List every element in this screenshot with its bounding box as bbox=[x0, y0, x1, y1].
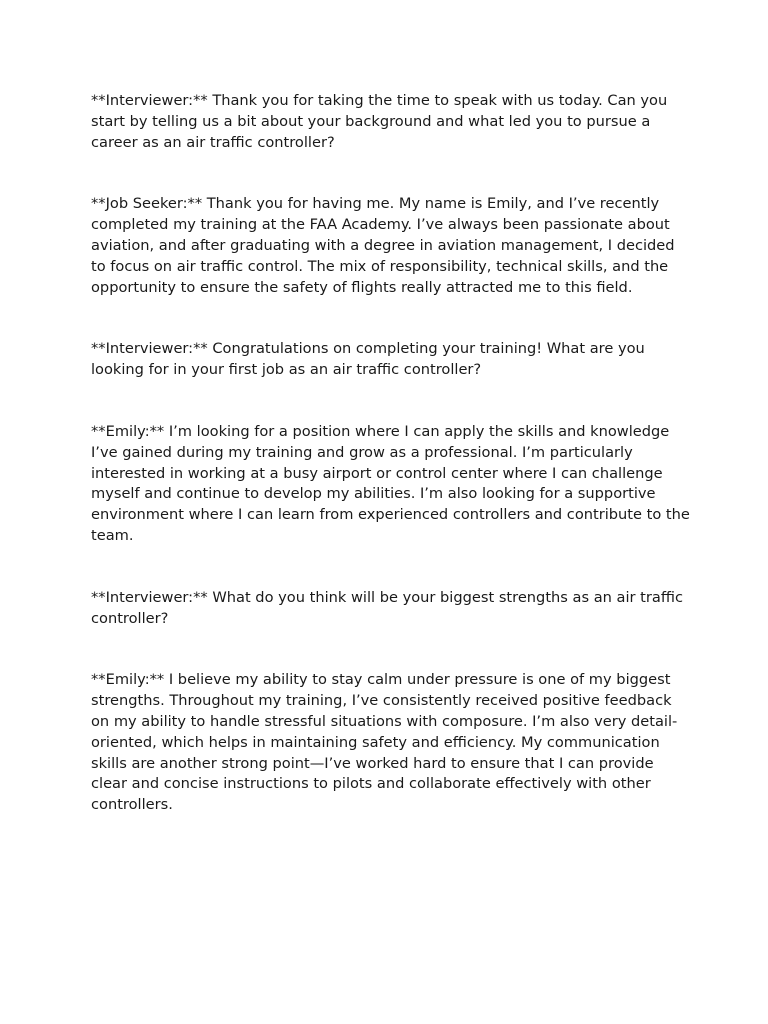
paragraph-emily-answer-3: **Emily:** I believe my ability to stay calm under pressure is one of my biggest strengths. Throughout my training, I’ve consistently received positive feedback on my ability to handle stressful situations with composure. I’m also very detail-oriented, which helps in maintaining safety and efficiency. My communication skills are another strong point—I’ve worked hard to ensure that I can provide clear and concise instructions to pilots and collaborate effectively with other controllers. bbox=[91, 671, 678, 814]
paragraph-interviewer-question-3: **Interviewer:** What do you think will be your biggest strengths as an air traffic controller? bbox=[91, 588, 683, 627]
paragraph-job-seeker-answer-1: **Job Seeker:** Thank you for having me. My name is Emily, and I’ve recently completed my training at the FAA Academy. I’ve always been passionate about aviation, and after graduating with a degree in aviation management, I decided to focus on air traffic control. The mix of responsibility, technical skills, and the opportunity to ensure the safety of flights really attracted me to this field. bbox=[91, 195, 675, 296]
paragraph-interviewer-question-2: **Interviewer:** Congratulations on completing your training! What are you looking for in your first job as an air traffic controller? bbox=[91, 340, 645, 379]
paragraph-interviewer-question-1: **Interviewer:** Thank you for taking the time to speak with us today. Can you start by telling us a bit about your background and what led you to pursue a career as an air traffic controller? bbox=[91, 92, 668, 151]
paragraph-emily-answer-2: **Emily:** I’m looking for a position where I can apply the skills and knowledge I’ve gained during my training and grow as a professional. I’m particularly interested in working at a busy airport or control center where I can challenge myself and continue to develop my abilities. I’m also looking for a supportive environment where I can learn from experienced controllers and contribute to the team. bbox=[91, 422, 690, 544]
interview-transcript bbox=[91, 91, 691, 857]
